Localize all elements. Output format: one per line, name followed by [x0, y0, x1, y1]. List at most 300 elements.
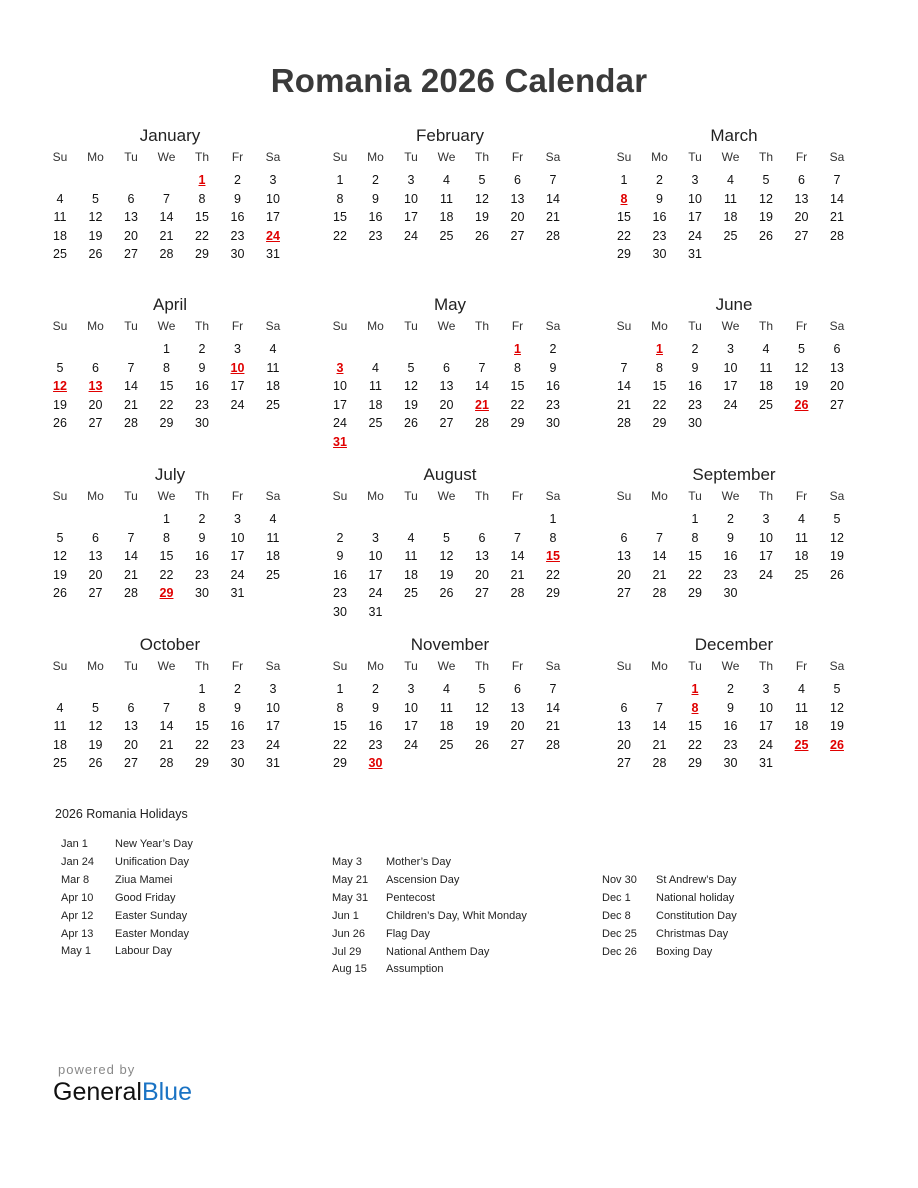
calendar-date: 17	[688, 210, 702, 224]
calendar-date: 19	[475, 210, 489, 224]
calendar-date: 4	[443, 682, 450, 696]
calendar-date: 22	[195, 737, 209, 752]
calendar-date: 11	[795, 530, 808, 545]
calendar-date: 7	[514, 530, 521, 545]
calendar-date: 23	[368, 737, 383, 752]
calendar-date: 23	[546, 397, 560, 412]
weekday-header: Mo	[87, 659, 104, 673]
calendar-date: 26	[759, 228, 773, 243]
calendar-date: 11	[440, 191, 453, 206]
calendar-date: 30	[652, 247, 667, 261]
calendar-date: 19	[53, 567, 67, 582]
calendar-date: 4	[798, 512, 805, 526]
calendar-date: 7	[163, 191, 170, 206]
holiday-item-name: Children’s Day, Whit Monday	[386, 909, 527, 922]
calendar-date: 18	[368, 397, 383, 412]
calendar-date: 24	[404, 737, 418, 752]
weekday-header: Mo	[651, 150, 668, 164]
calendar-date: 6	[514, 682, 521, 696]
calendar-date: 4	[727, 173, 734, 187]
calendar-date: 27	[475, 586, 489, 600]
calendar-date: 5	[833, 682, 841, 696]
holiday-date: 1	[198, 173, 206, 187]
weekday-header: Su	[332, 659, 348, 673]
weekday-header: Th	[758, 659, 773, 673]
calendar-date: 22	[652, 397, 667, 412]
calendar-date: 5	[407, 360, 415, 375]
calendar-date: 9	[234, 700, 241, 715]
calendar-date: 6	[127, 700, 135, 715]
weekday-header: Mo	[367, 659, 384, 673]
calendar-date: 3	[691, 173, 699, 187]
calendar-date: 26	[475, 737, 489, 752]
calendar-date: 13	[510, 700, 525, 715]
calendar-date: 21	[546, 719, 560, 733]
month-name: March	[710, 126, 758, 145]
weekday-header: Fr	[795, 659, 808, 673]
calendar-date: 17	[266, 719, 280, 733]
weekday-header: We	[721, 489, 740, 503]
holiday-item-date: Mar 8	[61, 873, 90, 886]
calendar-date: 1	[163, 512, 170, 526]
calendar-date: 16	[368, 719, 383, 733]
holidays-title: 2026 Romania Holidays	[55, 807, 188, 821]
calendar-date: 25	[794, 567, 809, 582]
weekday-header: Su	[332, 319, 348, 333]
holiday-item-name: Ascension Day	[386, 873, 460, 886]
weekday-header: Su	[52, 489, 68, 503]
holiday-item	[61, 856, 189, 868]
calendar-date: 2	[198, 342, 206, 356]
calendar-date: 8	[163, 530, 170, 545]
calendar-date: 3	[407, 173, 415, 187]
calendar-date: 24	[688, 228, 702, 243]
calendar-date: 4	[443, 173, 450, 187]
calendar-date: 16	[368, 210, 383, 224]
calendar-date: 20	[617, 737, 631, 752]
calendar-date: 17	[333, 397, 347, 412]
calendar-date: 27	[617, 756, 631, 770]
calendar-date: 7	[549, 173, 557, 187]
calendar-date: 25	[266, 567, 280, 582]
calendar-date: 17	[230, 549, 245, 563]
holiday-item	[61, 874, 172, 886]
calendar-date: 9	[727, 700, 734, 715]
calendar-date: 8	[163, 360, 170, 375]
calendar-date: 26	[404, 416, 418, 430]
weekday-header: Su	[616, 659, 632, 673]
weekday-header: Sa	[829, 659, 845, 673]
calendar-date: 29	[688, 586, 702, 600]
calendar-date: 28	[475, 416, 489, 430]
calendar-date: 12	[759, 191, 773, 206]
calendar-date: 10	[759, 530, 773, 545]
holiday-item-name: Unification Day	[115, 855, 189, 868]
weekday-header: Fr	[231, 659, 244, 673]
calendar-date: 20	[794, 210, 809, 224]
weekday-header: Sa	[545, 150, 561, 164]
calendar-date: 25	[53, 756, 67, 770]
calendar-date: 25	[266, 397, 280, 412]
holiday-item-date: Jun 26	[332, 927, 366, 940]
weekday-header: Sa	[829, 319, 845, 333]
calendar-date: 29	[159, 416, 174, 430]
weekday-header: Tu	[404, 659, 418, 673]
calendar-date: 14	[124, 379, 138, 393]
calendar-date: 30	[230, 247, 245, 261]
calendar-date: 20	[88, 567, 103, 582]
weekday-header: Sa	[545, 319, 561, 333]
calendar-date: 16	[230, 719, 245, 733]
calendar-date: 22	[333, 737, 347, 752]
calendar-date: 11	[53, 719, 67, 733]
month-name: December	[694, 635, 774, 654]
calendar-date: 8	[336, 700, 344, 715]
calendar-date: 21	[652, 737, 667, 752]
page-title: Romania 2026 Calendar	[270, 62, 648, 99]
calendar-date: 2	[549, 342, 557, 356]
calendar-date: 28	[124, 416, 138, 430]
calendar-date: 23	[652, 228, 667, 243]
holiday-item	[602, 892, 734, 904]
weekday-header: Su	[616, 489, 632, 503]
weekday-header: Su	[616, 150, 632, 164]
calendar-date: 28	[652, 586, 667, 600]
calendar-date: 20	[617, 567, 631, 582]
calendar-date: 18	[794, 549, 809, 563]
calendar-date: 13	[124, 210, 138, 224]
calendar-date: 7	[478, 360, 486, 375]
calendar-date: 25	[439, 737, 454, 752]
calendar-date: 1	[620, 173, 628, 187]
calendar-date: 29	[688, 756, 702, 770]
calendar-date: 23	[723, 737, 738, 752]
weekday-header: Th	[194, 659, 209, 673]
calendar-date: 19	[439, 567, 454, 582]
calendar-date: 7	[127, 360, 135, 375]
calendar-date: 19	[475, 719, 489, 733]
calendar-date: 27	[439, 416, 454, 430]
holiday-date: 31	[333, 434, 347, 449]
calendar-date: 5	[92, 191, 99, 206]
calendar-date: 26	[830, 567, 844, 582]
calendar-date: 4	[269, 342, 277, 356]
weekday-header: We	[721, 659, 740, 673]
calendar-date: 25	[404, 586, 418, 600]
calendar-date: 18	[723, 210, 738, 224]
holiday-item-name: National Anthem Day	[386, 945, 490, 958]
holiday-item-name: Constitution Day	[656, 909, 737, 922]
calendar-date: 27	[88, 586, 103, 600]
calendar-date: 8	[656, 360, 663, 375]
holiday-date: 25	[794, 737, 809, 752]
calendar-date: 5	[478, 682, 486, 696]
calendar-date: 23	[195, 567, 209, 582]
calendar-date: 9	[372, 700, 379, 715]
calendar-date: 21	[830, 210, 844, 224]
calendar-date: 30	[333, 604, 347, 619]
calendar-date: 2	[372, 173, 379, 187]
calendar-date: 21	[159, 737, 174, 752]
weekday-header: Sa	[829, 489, 845, 503]
holiday-item-name: Boxing Day	[656, 945, 713, 958]
holiday-item-name: St Andrew’s Day	[656, 874, 737, 886]
calendar-date: 27	[510, 737, 525, 752]
calendar-date: 14	[124, 549, 138, 563]
calendar-date: 12	[475, 191, 489, 206]
weekday-header: Th	[474, 150, 489, 164]
calendar-date: 24	[723, 397, 738, 412]
calendar-date: 1	[336, 682, 344, 696]
weekday-header: Th	[194, 319, 209, 333]
calendar-date: 25	[759, 397, 773, 412]
holiday-item-date: May 1	[61, 945, 91, 958]
holiday-date: 10	[230, 360, 245, 375]
calendar-date: 23	[230, 737, 245, 752]
month-name: September	[692, 465, 776, 484]
weekday-header: Sa	[265, 150, 281, 164]
calendar-date: 10	[266, 700, 280, 715]
calendar-date: 13	[439, 379, 454, 393]
holiday-item-date: Nov 30	[602, 874, 637, 886]
calendar-date: 29	[510, 416, 525, 430]
calendar-date: 6	[127, 191, 135, 206]
calendar-date: 16	[688, 379, 702, 393]
calendar-date: 9	[549, 360, 557, 375]
weekday-header: Fr	[795, 150, 808, 164]
calendar-date: 3	[269, 173, 277, 187]
calendar-date: 18	[53, 228, 67, 243]
holiday-item	[332, 874, 459, 886]
holiday-item	[332, 910, 527, 922]
calendar-date: 11	[759, 360, 773, 375]
calendar-date: 10	[230, 530, 245, 545]
holiday-item-date: Jan 24	[61, 855, 95, 868]
holiday-item-date: May 3	[332, 856, 362, 868]
calendar-date: 2	[727, 512, 734, 526]
calendar-date: 21	[159, 228, 174, 243]
calendar-date: 30	[230, 756, 245, 770]
calendar-date: 9	[727, 530, 734, 545]
calendar-date: 18	[266, 549, 280, 563]
holiday-date: 8	[620, 191, 628, 206]
calendar-date: 12	[439, 549, 454, 563]
calendar-date: 15	[159, 379, 174, 393]
weekday-header: Su	[332, 489, 348, 503]
calendar-date: 9	[336, 549, 344, 563]
weekday-header: Th	[758, 489, 773, 503]
calendar-date: 5	[798, 342, 805, 356]
weekday-header: Th	[474, 489, 489, 503]
calendar-date: 15	[195, 210, 209, 224]
calendar-date: 20	[124, 737, 138, 752]
calendar-date: 18	[794, 719, 809, 733]
holiday-item-date: May 21	[332, 873, 369, 886]
calendar-date: 9	[198, 360, 206, 375]
calendar-date: 22	[617, 228, 631, 243]
holiday-item-name: Ziua Mamei	[115, 873, 173, 886]
holiday-item-name: National holiday	[656, 891, 735, 904]
weekday-header: Tu	[124, 150, 138, 164]
calendar-date: 14	[159, 210, 174, 224]
calendar-date: 2	[234, 682, 241, 696]
calendar-date: 18	[759, 379, 773, 393]
holiday-item-name: Assumption	[386, 963, 444, 976]
calendar-date: 23	[723, 567, 738, 582]
calendar-date: 29	[195, 247, 209, 261]
holiday-item-date: Dec 26	[602, 945, 637, 958]
calendar-date: 15	[333, 210, 347, 224]
calendar-date: 17	[759, 719, 773, 733]
calendar-date: 10	[688, 191, 702, 206]
weekday-header: We	[437, 150, 456, 164]
calendar-date: 13	[88, 549, 103, 563]
calendar-date: 19	[830, 549, 844, 563]
calendar-date: 31	[759, 756, 773, 770]
calendar-date: 2	[336, 530, 344, 545]
calendar-date: 7	[656, 700, 663, 715]
weekday-header: Th	[474, 659, 489, 673]
holiday-item-date: Dec 1	[602, 891, 631, 904]
holiday-item	[61, 945, 172, 957]
holiday-date: 26	[794, 397, 809, 412]
calendar-date: 5	[478, 173, 486, 187]
calendar-date: 12	[830, 700, 844, 715]
calendar-date: 13	[617, 549, 631, 563]
calendar-date: 4	[372, 360, 379, 375]
calendar-date: 20	[124, 228, 138, 243]
calendar-date: 8	[198, 700, 206, 715]
calendar-date: 6	[92, 530, 99, 545]
brand-general: General	[53, 1078, 142, 1106]
holiday-date: 12	[53, 379, 67, 393]
holiday-item	[602, 874, 737, 886]
calendar-date: 6	[620, 530, 628, 545]
calendar-date: 27	[88, 416, 103, 430]
calendar-date: 17	[404, 719, 418, 733]
calendar-date: 12	[794, 360, 809, 375]
calendar-date: 21	[546, 210, 560, 224]
weekday-header: We	[157, 489, 176, 503]
calendar-date: 29	[652, 416, 667, 430]
holiday-item-name: Good Friday	[115, 891, 176, 904]
calendar-date: 13	[124, 719, 138, 733]
generalblue-logo[interactable]	[53, 1078, 192, 1107]
calendar-date: 3	[407, 682, 415, 696]
calendar-date: 22	[195, 228, 209, 243]
calendar-date: 15	[333, 719, 347, 733]
calendar-date: 4	[762, 342, 770, 356]
calendar-date: 31	[266, 756, 280, 770]
calendar-date: 16	[723, 719, 738, 733]
month-name: August	[423, 465, 477, 484]
calendar-date: 23	[688, 397, 702, 412]
weekday-header: Tu	[124, 319, 138, 333]
calendar-date: 16	[333, 567, 347, 582]
calendar-date: 10	[368, 549, 383, 563]
calendar-date: 29	[617, 247, 631, 261]
calendar-date: 19	[53, 397, 67, 412]
month-name: April	[152, 295, 187, 314]
calendar-date: 10	[266, 191, 280, 206]
calendar-date: 18	[53, 737, 67, 752]
calendar-date: 1	[336, 173, 344, 187]
calendar-date: 24	[230, 397, 245, 412]
calendar-date: 31	[688, 247, 702, 261]
calendar-date: 27	[124, 247, 138, 261]
calendar-date: 22	[546, 567, 560, 582]
holiday-item-date: Jul 29	[332, 945, 362, 958]
calendar-date: 2	[372, 682, 379, 696]
calendar-date: 22	[688, 567, 702, 582]
holiday-item	[61, 838, 193, 850]
weekday-header: Mo	[651, 659, 668, 673]
calendar-date: 28	[830, 228, 844, 243]
calendar-date: 18	[266, 379, 280, 393]
calendar-date: 22	[333, 228, 347, 243]
calendar-date: 20	[830, 379, 844, 393]
weekday-header: Sa	[545, 659, 561, 673]
calendar-date: 5	[762, 173, 770, 187]
calendar-date: 11	[795, 700, 808, 715]
brand-blue: Blue	[141, 1078, 192, 1106]
holiday-item	[332, 963, 443, 975]
holiday-item	[602, 946, 712, 958]
calendar-date: 13	[794, 191, 809, 206]
holiday-item-date: Apr 13	[61, 927, 94, 940]
holiday-item-name: Flag Day	[386, 927, 431, 940]
calendar-date: 1	[198, 682, 206, 696]
calendar-date: 28	[546, 228, 560, 243]
calendar-date: 12	[830, 530, 844, 545]
calendar-date: 7	[549, 682, 557, 696]
month-name: February	[415, 126, 485, 145]
calendar-date: 9	[691, 360, 699, 375]
calendar-date: 26	[53, 416, 67, 430]
calendar-date: 3	[269, 682, 277, 696]
calendar-date: 11	[53, 210, 67, 224]
calendar-date: 16	[652, 210, 667, 224]
calendar-date: 11	[440, 700, 453, 715]
holiday-item	[61, 928, 189, 940]
calendar-date: 22	[510, 397, 525, 412]
calendar-date: 17	[759, 549, 773, 563]
calendar-date: 1	[163, 342, 170, 356]
calendar-date: 23	[195, 397, 209, 412]
holiday-item	[332, 892, 435, 904]
calendar-date: 8	[336, 191, 344, 206]
month-name: May	[433, 295, 467, 314]
holiday-date: 21	[475, 397, 489, 412]
weekday-header: We	[437, 319, 456, 333]
calendar-date: 15	[688, 549, 702, 563]
calendar-date: 17	[230, 379, 245, 393]
calendar-date: 6	[798, 173, 805, 187]
calendar-date: 4	[798, 682, 805, 696]
weekday-header: Sa	[265, 319, 281, 333]
holiday-item	[61, 892, 176, 904]
holiday-date: 24	[266, 228, 280, 243]
calendar-date: 17	[404, 210, 418, 224]
calendar-date: 16	[195, 549, 209, 563]
weekday-header: Fr	[511, 659, 524, 673]
calendar-date: 20	[510, 210, 525, 224]
calendar-date: 6	[620, 700, 628, 715]
weekday-header: Th	[194, 489, 209, 503]
holiday-item-date: Dec 8	[602, 909, 631, 922]
calendar-date: 14	[546, 700, 560, 715]
calendar-date: 23	[368, 228, 383, 243]
